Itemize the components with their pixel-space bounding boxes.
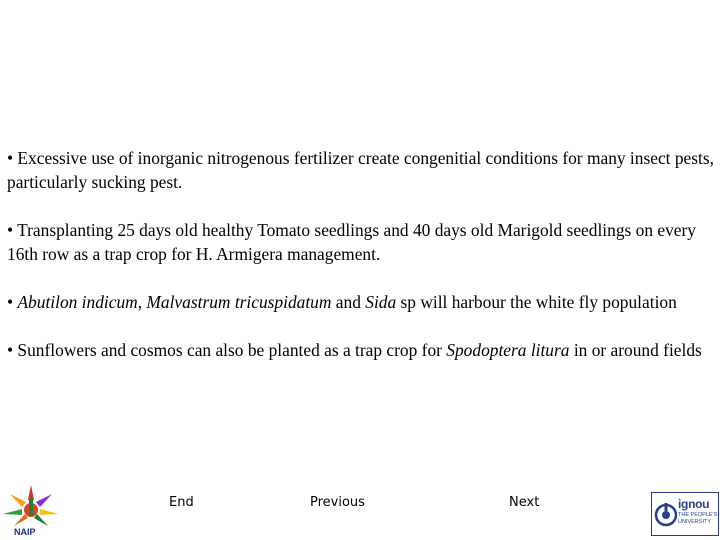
species-name: Spodoptera litura	[446, 340, 570, 360]
bullet-text: ,	[137, 292, 147, 312]
bullet-point	[7, 338, 717, 362]
bullet-text: sp will harbour the white fly population	[396, 292, 677, 312]
bullet-text: •	[7, 292, 18, 312]
species-name: Sida	[365, 292, 397, 312]
naip-emblem-icon	[0, 482, 62, 530]
ignou-name: ignou	[678, 497, 710, 511]
ignou-logo	[651, 492, 719, 536]
end-button[interactable]: End	[169, 495, 194, 510]
bullet-point	[7, 290, 717, 314]
bullet-text: • Excessive use of inorganic nitrogenous fertilizer create congenitial conditions for many insect pests, particularly sucking pest.	[7, 148, 714, 192]
slide-content	[7, 146, 717, 386]
next-button[interactable]: Next	[509, 495, 540, 510]
ignou-tagline: THE PEOPLE'S UNIVERSITY	[678, 512, 718, 525]
bullet-text: and	[331, 292, 366, 312]
bullet-point	[7, 146, 717, 194]
previous-button[interactable]: Previous	[310, 495, 365, 510]
species-name: Malvastrum tricuspidatum	[146, 292, 332, 312]
bullet-text: in or around fields	[569, 340, 702, 360]
ignou-emblem-icon	[654, 500, 678, 530]
bullet-point	[7, 218, 717, 266]
bullet-text: • Transplanting 25 days old healthy Tomato seedlings and 40 days old Marigold seedlings on every 16th row as a trap crop for H. Armigera management.	[7, 220, 696, 264]
naip-logo	[0, 482, 62, 540]
bullet-text: • Sunflowers and cosmos can also be planted as a trap crop for	[7, 340, 447, 360]
naip-label: NAIP	[14, 527, 36, 537]
species-name: Abutilon indicum	[17, 292, 138, 312]
